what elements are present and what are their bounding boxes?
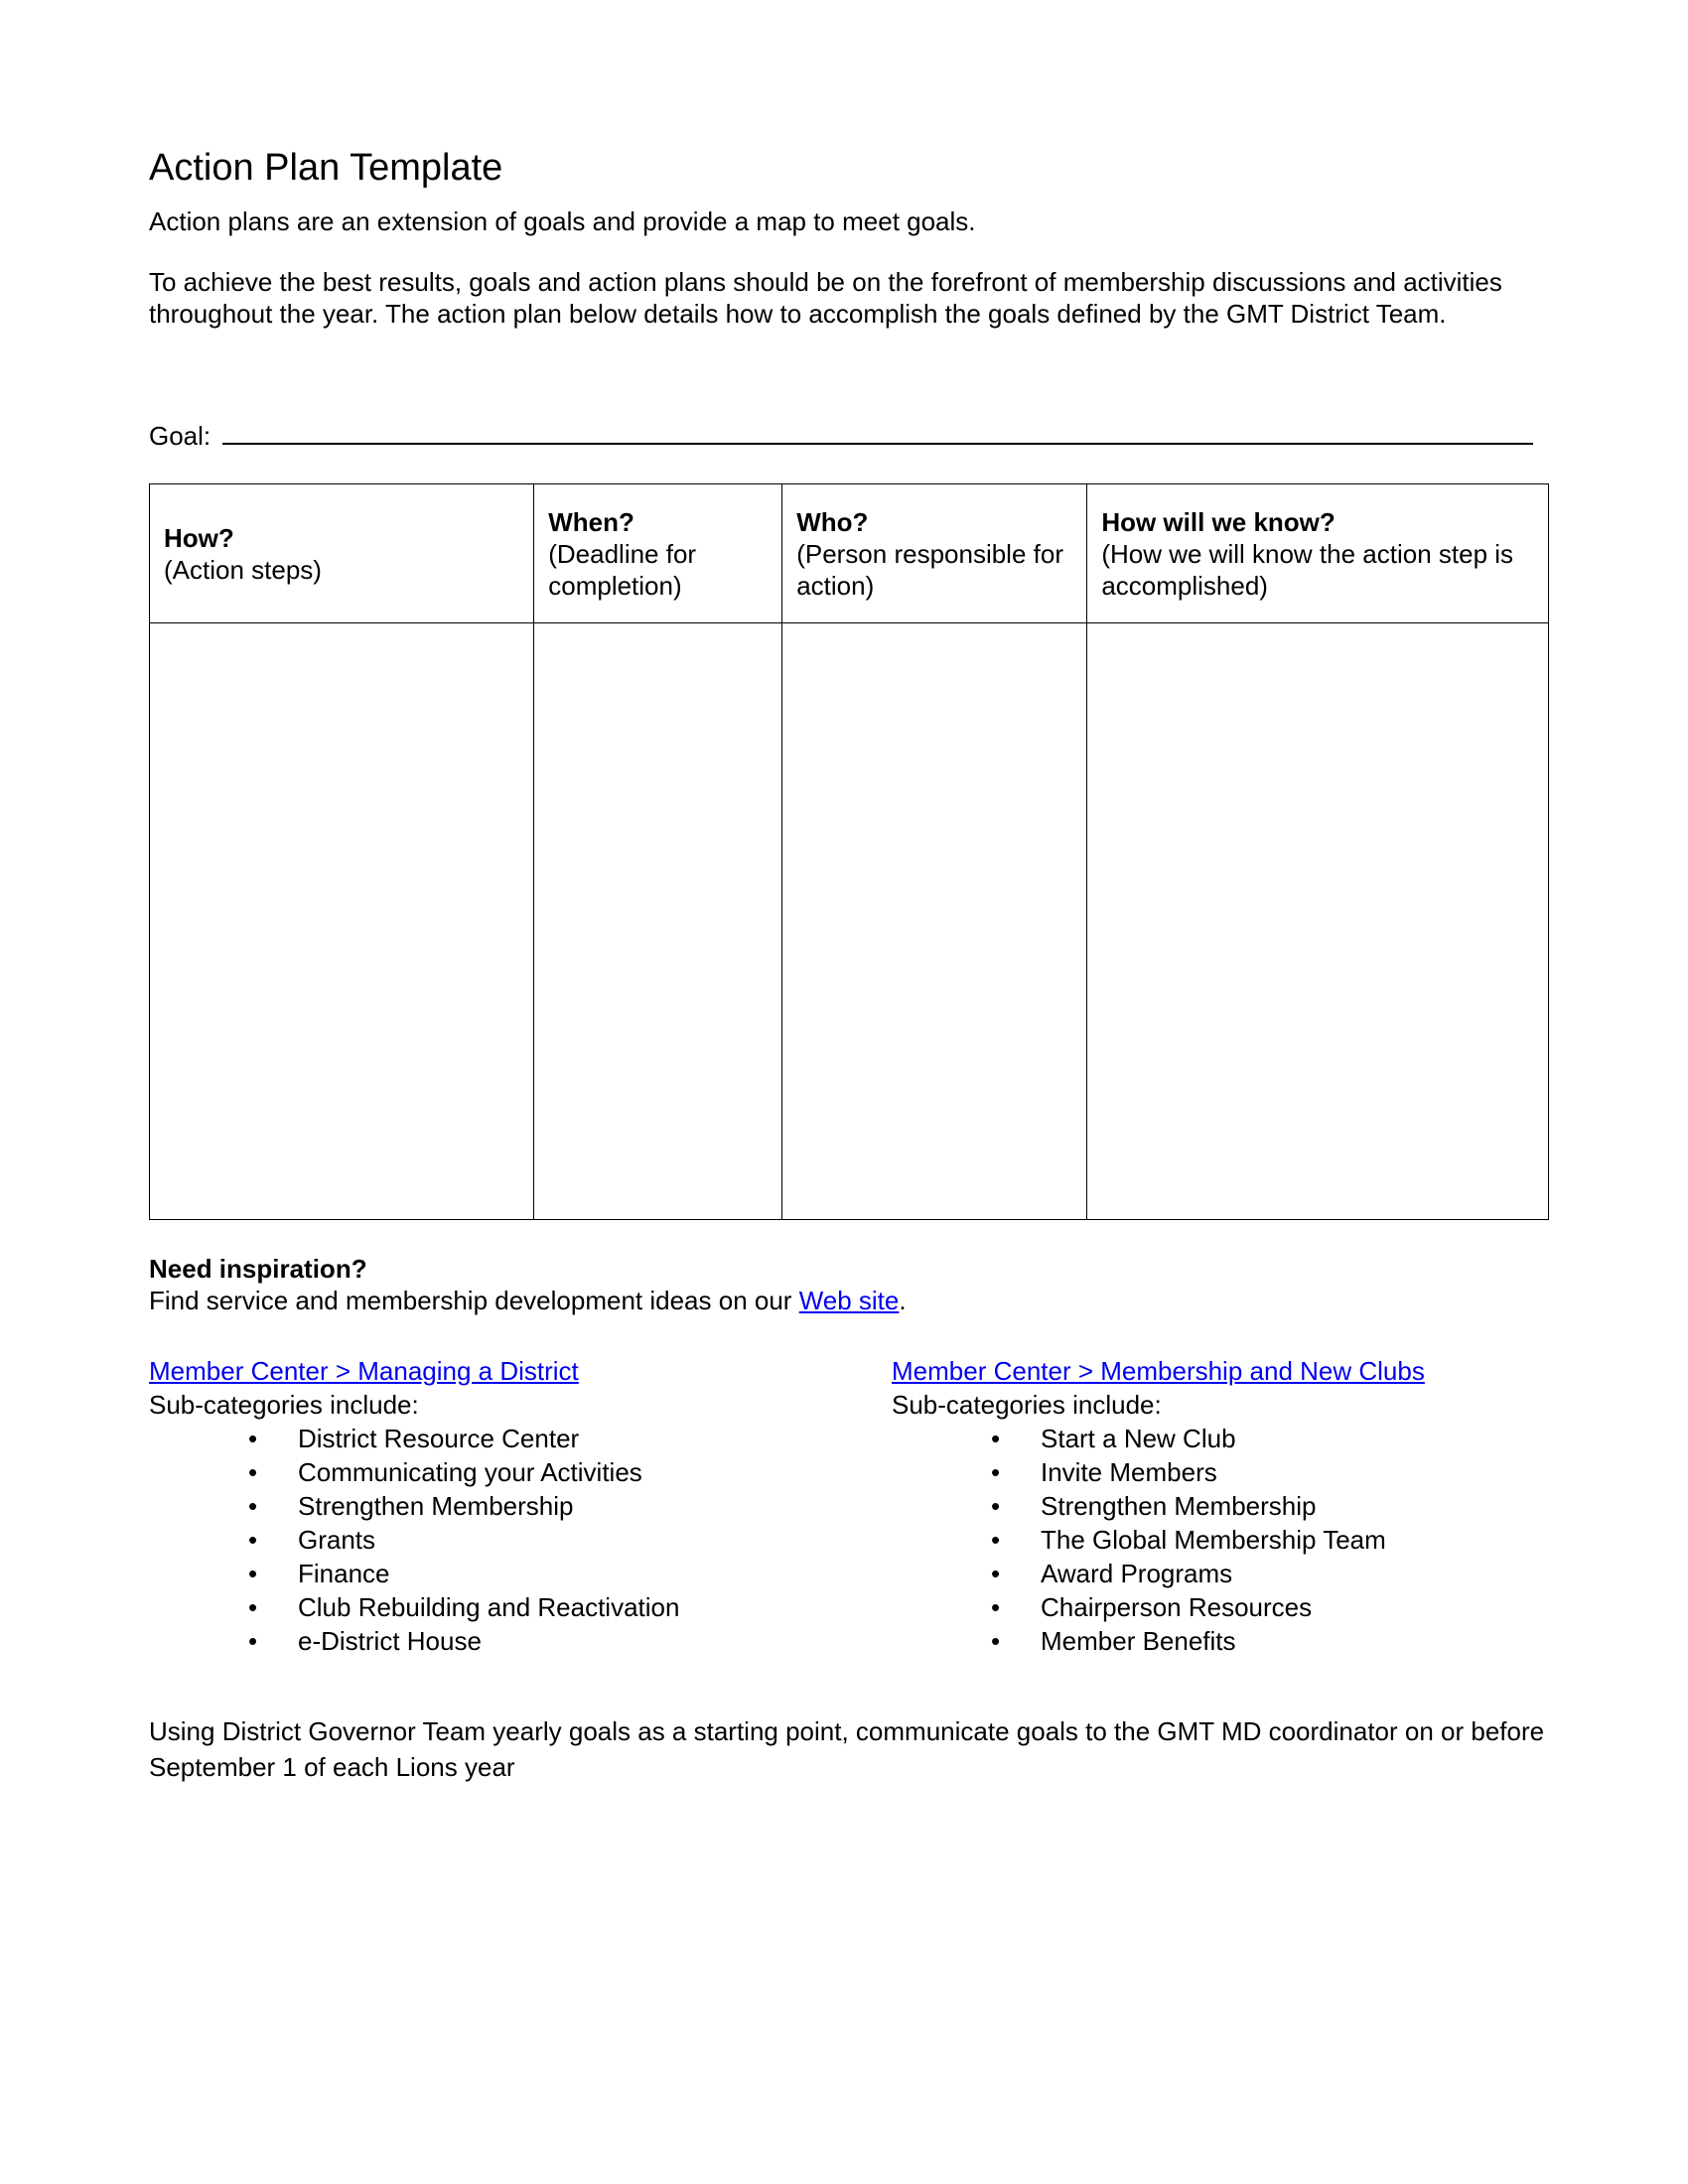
bullet-icon: • [248,1424,258,1453]
description-paragraph: To achieve the best results, goals and action plans should be on the forefront of membership discussions and activities throughout the year. The action plan below details how to accomplish the goals defined by the GMT District Team. [149,267,1502,329]
table-header-row [150,484,1549,623]
bullet-icon: • [991,1525,1001,1555]
list-item: • Award Programs [991,1559,1233,1588]
list-item: • Communicating your Activities [248,1457,642,1487]
header-when-subtitle: (Deadline for completion) [548,538,697,601]
header-when-title: When? [548,506,634,537]
list-item: • e-District House [248,1626,482,1656]
inspiration-title: Need inspiration? [149,1254,367,1284]
table-row [150,623,1549,1220]
list-item: • The Global Membership Team [991,1525,1386,1555]
left-subheading: Sub-categories include: [149,1390,419,1420]
goal-row [149,417,1533,452]
cell-who[interactable] [782,623,1087,1220]
list-item: • Start a New Club [991,1424,1236,1453]
web-site-link[interactable]: Web site [798,1286,900,1315]
right-list [892,1422,1425,1658]
bullet-icon: • [991,1592,1001,1622]
header-who-subtitle: (Person responsible for action) [796,538,1063,601]
bullet-icon: • [248,1491,258,1521]
list-item: • Strengthen Membership [991,1491,1317,1521]
header-how-will-we-know [1087,484,1549,623]
header-know-title: How will we know? [1101,506,1336,537]
header-when [534,484,782,623]
cell-how-will-we-know[interactable] [1087,623,1549,1220]
bullet-icon: • [991,1559,1001,1588]
header-how-subtitle: (Action steps) [164,554,322,585]
membership-new-clubs-link[interactable]: Member Center > Membership and New Clubs [892,1356,1425,1386]
left-list [149,1422,679,1658]
bullet-icon: • [991,1424,1001,1453]
bullet-icon: • [248,1525,258,1555]
goal-label: Goal: [149,421,211,451]
list-item: • Chairperson Resources [991,1592,1313,1622]
bullet-icon: • [248,1457,258,1487]
page-title: Action Plan Template [149,147,503,189]
bullet-icon: • [248,1559,258,1588]
header-how [150,484,534,623]
list-item: • Club Rebuilding and Reactivation [248,1592,680,1622]
list-item: • Invite Members [991,1457,1217,1487]
bullet-icon: • [248,1626,258,1656]
header-how-title: How? [164,522,234,553]
list-item: • District Resource Center [248,1424,580,1453]
managing-district-link[interactable]: Member Center > Managing a District [149,1356,579,1386]
list-item: • Strengthen Membership [248,1491,574,1521]
header-who [782,484,1087,623]
footer-note: Using District Governor Team yearly goals as a starting point, communicate goals to the GMT MD coordinator on or before September 1 of each Lions year [149,1716,1545,1782]
action-plan-table [149,483,1549,1220]
intro-text: Action plans are an extension of goals and provide a map to meet goals. [149,206,976,236]
inspiration-text: Find service and membership development ideas on our [149,1286,799,1315]
header-who-title: Who? [796,506,869,537]
right-subheading: Sub-categories include: [892,1390,1162,1420]
list-item: • Grants [248,1525,376,1555]
bullet-icon: • [991,1457,1001,1487]
bullet-icon: • [991,1491,1001,1521]
cell-how[interactable] [150,623,534,1220]
inspiration-section [149,1253,907,1316]
managing-district-column [149,1354,679,1658]
inspiration-text-end: . [899,1286,907,1315]
list-item: • Member Benefits [991,1626,1236,1656]
bullet-icon: • [248,1592,258,1622]
cell-when[interactable] [534,623,782,1220]
bullet-icon: • [991,1626,1001,1656]
goal-input-line[interactable] [222,417,1533,445]
membership-new-clubs-column [892,1354,1425,1658]
header-know-subtitle: (How we will know the action step is accomplished) [1101,538,1514,601]
list-item: • Finance [248,1559,390,1588]
